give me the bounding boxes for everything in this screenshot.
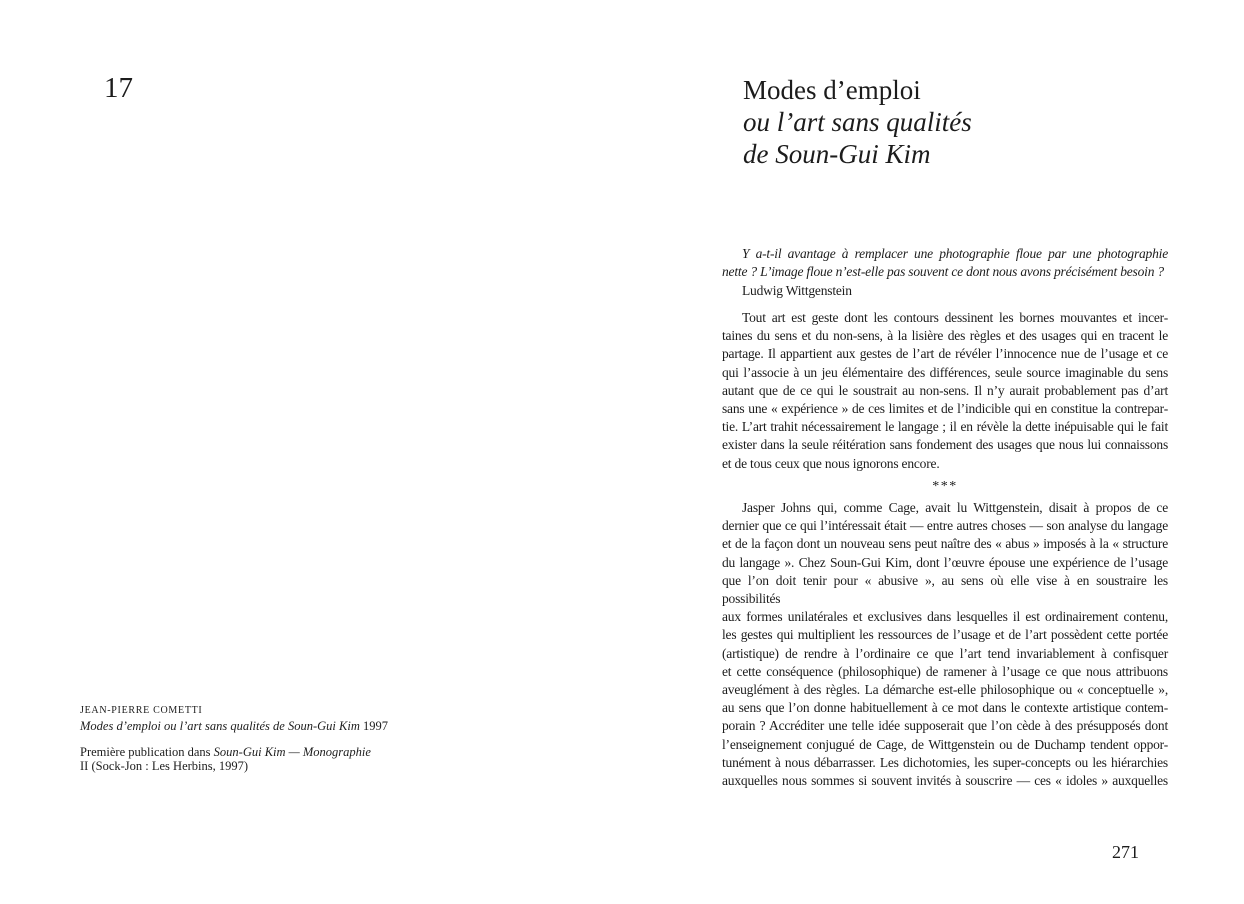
text-line: auxquelles nous sommes si souvent invités à souscrire — ces « idoles » auxquelles — [722, 773, 1168, 789]
text-line: nette ? L’image floue n’est-elle pas souvent ce dont nous avons précisément besoin ? — [722, 264, 1164, 280]
text-line: Jasper Johns qui, comme Cage, avait lu Wittgenstein, disait à propos de ce — [742, 500, 1168, 515]
chapter-title-line3: de Soun-Gui Kim — [743, 139, 931, 169]
credit-work-title — [80, 720, 410, 734]
text-line: partage. Il appartient aux gestes de l’art de révéler l’innocence nue de l’usage et ce — [722, 346, 1168, 362]
text-line: que l’on doit tenir pour « abusive », au sens où elle vise à en soustraire les possibilités — [722, 572, 1168, 607]
text-line: les gestes qui multiplient les ressources de l’usage et de l’art possèdent cette portée — [722, 627, 1168, 643]
text-line: (artistique) de rendre à l’ordinaire ce que l’art tend invariablement à confisquer — [722, 645, 1168, 661]
text-line: l’enseignement conjugué de Cage, de Wittgenstein ou de Duchamp tendent oppor- — [722, 736, 1168, 752]
text-line: et cette conséquence (philosophique) de ramener à l’usage ce que nous attribuons — [722, 663, 1168, 679]
text-line: taines du sens et du non-sens, à la lisière des règles et des usages qui en tracent le — [722, 328, 1168, 344]
text-line: aveuglément à des règles. La démarche est-elle philosophique ou « conceptuelle », — [722, 682, 1168, 698]
credit-work-title-text: Modes d’emploi ou l’art sans qualités de Soun-Gui Kim — [80, 718, 360, 733]
text-line: aux formes unilatérales et exclusives dans lesquelles il est ordinairement contenu, — [722, 609, 1168, 625]
section-separator: *** — [932, 479, 958, 494]
text-line: porain ? Accréditer une telle idée supposerait que l’on cède à des présupposés dont — [722, 718, 1168, 734]
text-line: sans une « expérience » de ces limites et de l’indicible qui en constitue la contrepar- — [722, 401, 1168, 417]
epigraph-quote — [722, 245, 1168, 282]
text-line: exister dans la seule réitération sans fondement des usages que nous lui connaissons — [722, 437, 1168, 453]
epigraph — [722, 245, 1168, 300]
text-line: Y a-t-il avantage à remplacer une photographie floue par une photographie — [742, 246, 1168, 261]
credit-publication-source: Soun-Gui Kim — Monographie — [213, 745, 371, 759]
text-line: au sens que l’on donne habituellement à ce mot dans le contexte artistique contem- — [722, 700, 1168, 716]
chapter-title — [743, 74, 972, 170]
epigraph-attribution: Ludwig Wittgenstein — [742, 282, 852, 298]
credit-author: JEAN-PIERRE COMETTI — [80, 705, 203, 716]
text-line: tunément à nous débarrasser. Les dichotomies, les super-concepts ou les hiérarchies — [722, 754, 1168, 770]
text-line: Tout art est geste dont les contours dessinent les bornes mouvantes et incer- — [742, 310, 1168, 325]
credit-publication-prefix: Première publication dans — [80, 745, 214, 759]
credit-block — [80, 704, 410, 773]
body-paragraph-1 — [722, 309, 1168, 473]
chapter-number: 17 — [104, 72, 133, 104]
page-number: 271 — [1112, 842, 1139, 862]
chapter-title-line1: Modes d’emploi — [743, 75, 921, 105]
text-line: qui l’associe à un jeu élémentaire des différences, seule source imaginable du sens — [722, 364, 1168, 380]
body-paragraph-2 — [722, 499, 1168, 790]
text-line: tie. L’art trahit nécessairement le langage ; il en révèle la dette inépuisable qui le fait — [722, 419, 1168, 435]
text-line: du langage ». Chez Soun-Gui Kim, dont l’œuvre épouse une expérience de l’usage — [722, 554, 1168, 570]
text-line: et de la façon dont un nouveau sens peut naître des « abus » imposés à la « structure — [722, 536, 1168, 552]
text-line: et de tous ceux que nous ignorons encore. — [722, 455, 940, 471]
credit-publication-line1 — [80, 746, 410, 760]
text-line: dernier que ce qui l’intéressait était — entre autres choses — son analyse du langage — [722, 518, 1168, 534]
credit-publication-line2: II (Sock-Jon : Les Herbins, 1997) — [80, 758, 249, 773]
credit-work-year: 1997 — [359, 718, 388, 733]
text-line: autant que de ce qui le soustrait au non-sens. Il n’y aurait probablement pas d’art — [722, 382, 1168, 398]
chapter-title-line2: ou l’art sans qualités — [743, 107, 972, 137]
